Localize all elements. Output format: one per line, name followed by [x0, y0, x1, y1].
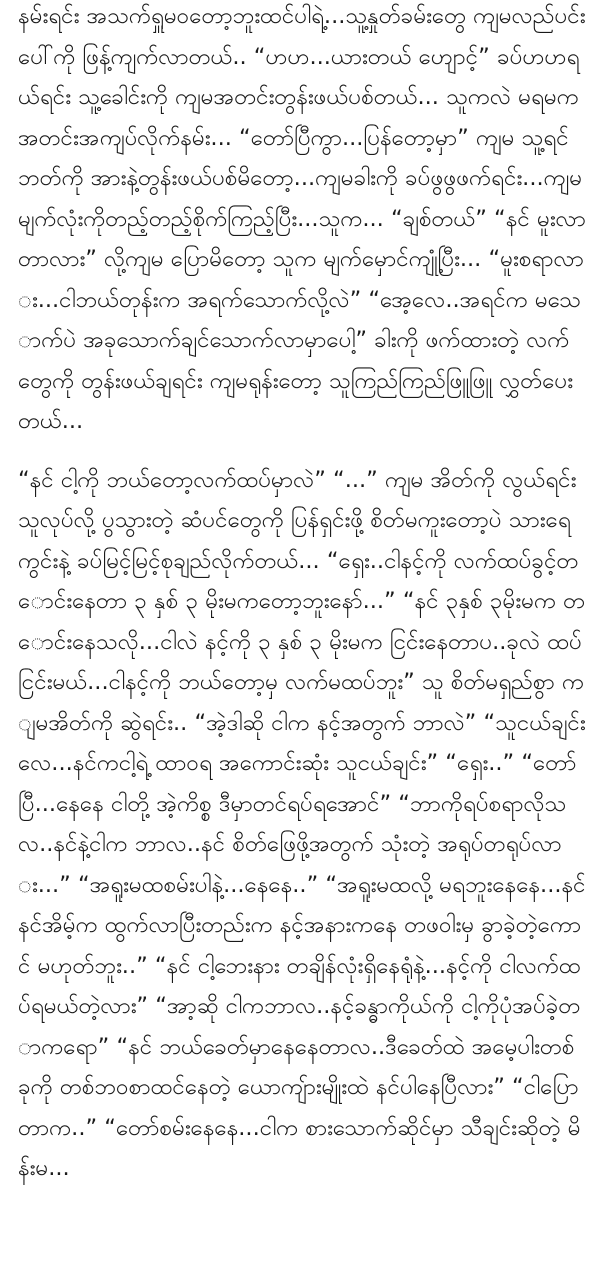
story-paragraph-1: နမ်းရင်း အသက်ရှူမဝတော့ဘူးထင်ပါရဲ့...သူ့နှုတ်ခမ်းတွေ ကျမလည်ပင်းပေါ်ကို ဖြန့်ကျက်လာတယ်.. “ဟဟ...ယားတယ် ဟျောင့်” ခပ်ဟဟရယ်ရင်း သူ့ခေါင်းကို ကျမအတင်းတွန်းဖယ်ပစ်တယ်... သူကလဲ မရမက အတင်းအကျပ်လိုက်နမ်း... “တော်ပြီကွာ...ပြန်တော့မှာ” ကျမ သူ့ရင်ဘတ်ကို အားနဲ့တွန်းဖယ်ပစ်မိတော့...ကျမခါးကို ခပ်ဖွဖွဖက်ရင်း...ကျမ မျက်လုံးကိုတည့်တည့်စိုက်ကြည့်ပြီး...သူက... “ချစ်တယ်” “နင် မူးလာတာလား” လို့ကျမ ပြောမိတော့ သူက မျက်မှောင်ကျုံ့ပြီး... “မူးစရာလား...ငါဘယ်တုန်းက အရက်သောက်လို့လဲ” “အေ့လေ..အရင်က မသောက်ပဲ အခုသောက်ချင်သောက်လာမှာပေါ့” ခါးကို ဖက်ထားတဲ့ လက်တွေကို တွန်းဖယ်ချရင်း ကျမရုန်းတော့ သူကြည်ကြည်ဖြူဖြူ လွှတ်ပေးတယ်... [18, 3, 586, 434]
story-paragraph-2: “နင် ငါ့ကို ဘယ်တော့လက်ထပ်မှာလဲ” “...” ကျမ အိတ်ကို လွယ်ရင်း သူလုပ်လို့ ပွသွားတဲ့ ဆံပင်တွေကို ပြန်ရှင်းဖို့ စိတ်မကူးတော့ပဲ သားရေကွင်းနဲ့ ခပ်မြင့်မြင့်စုချည်လိုက်တယ်... “ရှေး..ငါနင့်ကို လက်ထပ်ခွင့်တောင်းနေတာ ၃ နှစ် ၃ မိုးမကတော့ဘူးနော်...” “နင် ၃နှစ် ၃မိုးမက တောင်းနေသလို...ငါလဲ နင့်ကို ၃ နှစ် ၃ မိုးမက ငြင်းနေတာပ..ခုလဲ ထပ်ငြင်းမယ်...ငါနင့်ကို ဘယ်တော့မှ လက်မထပ်ဘူး” သူ စိတ်မရှည်စွာ ကျမအိတ်ကို ဆွဲရင်း.. “အဲ့ဒါဆို ငါက နင့်အတွက် ဘာလဲ” “သူငယ်ချင်းလေ...နင်ကငါ့ရဲ့ ထာဝရ အကောင်းဆုံး သူငယ်ချင်း” “ရှေး..” “တော်ပြီ...နေနေ ငါတို့ အဲ့ကိစ္စ ဒီမှာတင်ရပ်ရအောင်” “ဘာကိုရပ်စရာလိုသလ..နင်နဲ့ငါက ဘာလ..နင် စိတ်ဖြေဖို့အတွက် သုံးတဲ့ အရုပ်တရုပ်လား...” “အရူးမထစမ်းပါနဲ့...နေနေ..” “အရူးမထလို့ မရဘူးနေနေ...နင် နင်အိမ့်က ထွက်လာပြီးတည်းက နင့်အနားကနေ တဖဝါးမှ ခွာခဲ့တဲ့ကောင် မဟုတ်ဘူး..” “နင် ငါ့ဘေးနား တချိန်လုံးရှိနေရုံနဲ့...နင့်ကို ငါလက်ထပ်ရမယ်တဲ့လား” “အာ့ဆို ငါကဘာလ..နင့်ခန္ဓာကိုယ်ကို ငါ့ကိုပုံအပ်ခဲ့တာကရော” “နင် ဘယ်ခေတ်မှာနေနေတာလ..ဒီခေတ်ထဲ အမေ့ပါးတစ်ခုကို တစ်ဘဝစာထင်နေတဲ့ ယောကျ်ားမျိုးထဲ နင်ပါနေပြီလား” “ငါပြောတာက..” “တော်စမ်းနေနေ...ငါက စားသောက်ဆိုင်မှာ သီချင်းဆိုတဲ့ မိန်းမ... [18, 466, 586, 1181]
paragraph-spacer [18, 442, 586, 460]
